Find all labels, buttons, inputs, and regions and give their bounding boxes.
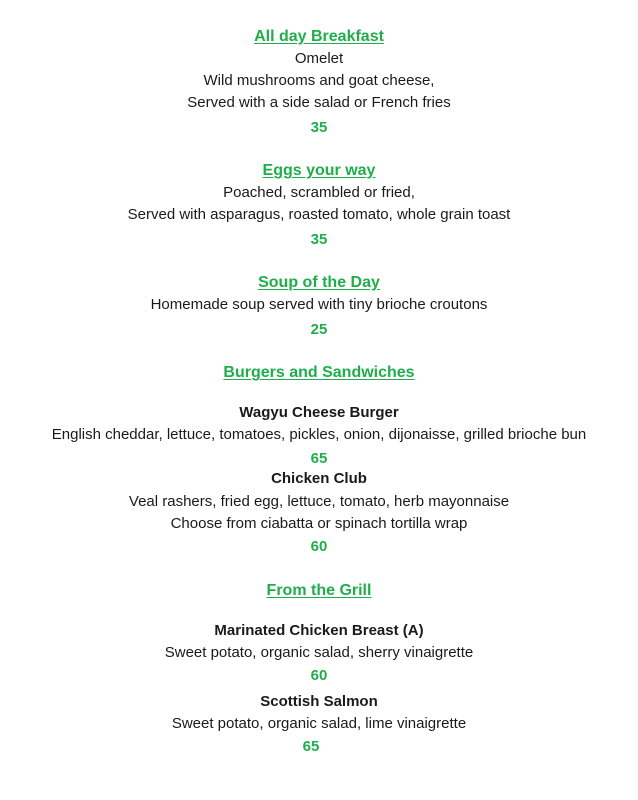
chicken-club-description-line-1: Veal rashers, fried egg, lettuce, tomato, herb mayonnaise — [128, 493, 510, 510]
salmon-description-line-1: Sweet potato, organic salad, lime vinaigrette — [171, 715, 467, 732]
chicken-club-price: 60 — [310, 538, 328, 555]
section-heading-grill: From the Grill — [266, 582, 372, 599]
breakfast-description-line-2: Served with a side salad or French fries — [187, 94, 451, 111]
chicken-breast-item-name: Marinated Chicken Breast (A) — [214, 622, 424, 639]
section-heading-breakfast: All day Breakfast — [254, 28, 384, 45]
section-heading-burgers: Burgers and Sandwiches — [223, 364, 415, 381]
burger-item-name: Wagyu Cheese Burger — [239, 404, 399, 421]
eggs-description-line-1: Poached, scrambled or fried, — [223, 184, 415, 201]
burger-price: 65 — [310, 450, 328, 467]
soup-price: 25 — [310, 321, 328, 338]
salmon-item-name: Scottish Salmon — [260, 693, 378, 710]
section-heading-eggs: Eggs your way — [262, 162, 376, 179]
chicken-club-item-name: Chicken Club — [271, 470, 367, 487]
eggs-description-line-2: Served with asparagus, roasted tomato, whole grain toast — [127, 206, 511, 223]
salmon-price: 65 — [302, 738, 320, 755]
section-heading-soup: Soup of the Day — [258, 274, 380, 291]
chicken-club-description-line-2: Choose from ciabatta or spinach tortilla wrap — [170, 515, 468, 532]
soup-description-line-1: Homemade soup served with tiny brioche croutons — [150, 296, 488, 313]
chicken-breast-price: 60 — [310, 667, 328, 684]
burger-description-line-1: English cheddar, lettuce, tomatoes, pickles, onion, dijonaisse, grilled brioche bun — [51, 426, 587, 443]
eggs-price: 35 — [310, 231, 328, 248]
breakfast-item-name: Omelet — [294, 50, 344, 67]
breakfast-description-line-1: Wild mushrooms and goat cheese, — [203, 72, 435, 89]
chicken-breast-description-line-1: Sweet potato, organic salad, sherry vinaigrette — [164, 644, 474, 661]
breakfast-price: 35 — [310, 119, 328, 136]
